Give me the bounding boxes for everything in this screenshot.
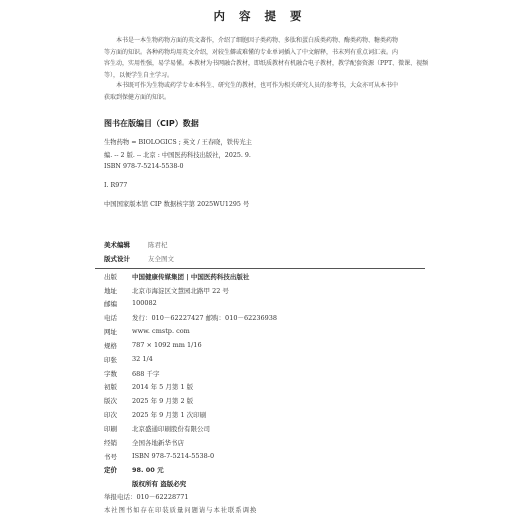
detail-label: 印次: [104, 411, 117, 419]
detail-label: 印刷: [104, 425, 117, 433]
summary-paragraph-1: [104, 35, 429, 81]
detail-label: 出版: [104, 273, 117, 281]
detail-label: 定价: [104, 466, 117, 474]
detail-value: 中国健康传媒集团 | 中国医药科技出版社: [132, 273, 250, 281]
detail-value: 2025 年 9 月第 2 版: [132, 397, 194, 405]
detail-label: 电话: [104, 314, 117, 322]
credit-label: 版式设计: [104, 255, 130, 263]
detail-value: ISBN 978-7-5214-5538-0: [132, 452, 215, 460]
detail-value: 32 1/4: [132, 355, 153, 363]
summary-line: 容生动，实用性强，易学易懂。本教材为书网融合教材，即纸质教材有机融合电子教材，教学配套资源（PPT、微课、视频: [104, 60, 429, 68]
cip-classification: Ⅰ. R977: [104, 182, 128, 189]
cip-line: 编. -- 2 版. -- 北京 : 中国医药科技出版社，2025. 9.: [104, 152, 251, 159]
report-phone: 举报电话：010－62228771: [104, 493, 189, 501]
copyright-notice: 版权所有 盗版必究: [132, 480, 187, 488]
price-value: 98. 00 元: [132, 466, 164, 474]
detail-value: 787 × 1092 mm 1/16: [132, 341, 202, 349]
summary-paragraph-2: [104, 80, 414, 103]
cip-heading: 图书在版编目（CIP）数据: [104, 119, 199, 128]
detail-label: 网址: [104, 328, 117, 336]
detail-value: 北京盛通印刷股份有限公司: [132, 425, 210, 433]
detail-label: 印张: [104, 356, 117, 364]
detail-label: 经销: [104, 439, 117, 447]
divider: [95, 268, 425, 269]
detail-value: 发行：010－62227427 邮购：010－62236938: [132, 314, 278, 322]
summary-line: 等），以便学生自主学习。: [104, 71, 174, 79]
cip-line: 生物药物 = BIOLOGICS ; 英文 / 王春晓，铁传光主: [104, 139, 252, 146]
detail-label: 字数: [104, 370, 117, 378]
credit-label: 美术编辑: [104, 241, 130, 249]
detail-value: 100082: [132, 299, 157, 307]
detail-label: 版次: [104, 397, 117, 405]
detail-value: 2014 年 5 月第 1 版: [132, 383, 194, 391]
detail-value: 北京市海淀区文慧园北路甲 22 号: [132, 287, 229, 295]
detail-label: 邮编: [104, 300, 117, 308]
detail-value: www. cmstp. com: [132, 327, 190, 335]
detail-label: 初版: [104, 383, 117, 391]
credit-value: 友全图文: [148, 255, 174, 263]
summary-line: 本书既可作为生物或药学专业本科生、研究生的教材，也可作为相关研究人员的参考书，大众亦可从本书中: [116, 82, 399, 89]
cip-record-number: 中国国家版本馆 CIP 数据核字第 2025WU1295 号: [104, 201, 250, 208]
credit-value: 陈君杞: [148, 241, 168, 249]
detail-value: 2025 年 9 月第 1 次印刷: [132, 411, 207, 419]
detail-label: 规格: [104, 342, 117, 350]
cip-isbn: ISBN 978-7-5214-5538-0: [104, 163, 184, 170]
detail-value: 688 千字: [132, 370, 160, 378]
summary-line: 等方面的知识。各种药物均用英文介绍，对较生僻或难懂的专业单词插入了中文解释，书末列有重点词汇表。内: [104, 48, 399, 56]
detail-label: 书号: [104, 453, 117, 461]
footer-note: 本社图书如存在印装质量问题请与本社联系调换: [104, 507, 258, 514]
detail-label: 地址: [104, 287, 117, 295]
summary-line: 本书是一本生物药物方面的英文著作，介绍了细胞因子类药物、多肽和蛋白质类药物、酶类药物、糖类药物: [116, 37, 399, 44]
detail-value: 全国各地新华书店: [132, 439, 184, 447]
summary-line: 获取到保健方面的知识。: [104, 93, 171, 101]
page-title: 内 容 提 要: [213, 9, 307, 23]
